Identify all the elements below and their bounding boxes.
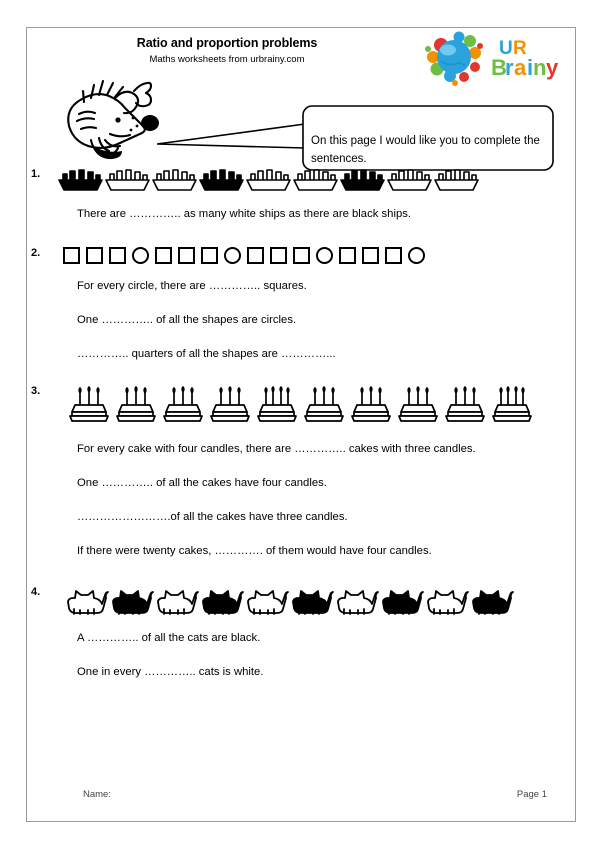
- sentence: For every circle, there are ………….. squares.: [77, 280, 307, 292]
- cake-three-candles: [116, 385, 156, 427]
- svg-text:y: y: [546, 55, 559, 80]
- sentence: If there were twenty cakes, …………. of them would have four candles.: [77, 545, 432, 557]
- svg-text:B: B: [491, 55, 507, 80]
- speech-bubble-text: On this page I would like you to complete the sentences.: [311, 135, 540, 165]
- svg-text:n: n: [533, 55, 547, 80]
- cakes-row: [69, 385, 575, 427]
- square-shape: [201, 247, 218, 264]
- square-shape: [247, 247, 264, 264]
- cats-row: [67, 586, 575, 616]
- ship-white: [292, 168, 339, 192]
- svg-text:R: R: [513, 38, 527, 59]
- question-4-sentences: [55, 630, 575, 681]
- square-shape: [86, 247, 103, 264]
- speech-bubble: [157, 102, 557, 174]
- page-footer: [27, 789, 575, 805]
- square-shape: [155, 247, 172, 264]
- cake-four-candles: [492, 385, 532, 427]
- square-shape: [178, 247, 195, 264]
- ship-white: [245, 168, 292, 192]
- sentence: One ………….. of all the shapes are circles.: [77, 314, 297, 326]
- cat-white: [157, 586, 199, 616]
- cat-white: [67, 586, 109, 616]
- cat-black: [202, 586, 244, 616]
- question-1: [27, 168, 575, 223]
- cat-white: [247, 586, 289, 616]
- sentence: …………………….of all the cakes have three candles.: [77, 511, 348, 523]
- question-2-sentences: [55, 278, 575, 363]
- square-shape: [362, 247, 379, 264]
- sentence: There are ………….. as many white ships as there are black ships.: [77, 208, 412, 220]
- square-shape: [293, 247, 310, 264]
- circle-shape: [408, 247, 425, 264]
- cake-three-candles: [210, 385, 250, 427]
- ship-white: [151, 168, 198, 192]
- cat-black: [472, 586, 514, 616]
- cake-three-candles: [163, 385, 203, 427]
- square-shape: [109, 247, 126, 264]
- sentence: A ………….. of all the cats are black.: [77, 632, 261, 644]
- cake-three-candles: [445, 385, 485, 427]
- page-number: Page 1: [516, 789, 547, 800]
- question-2: [27, 247, 575, 363]
- sentence: One in every ………….. cats is white.: [77, 666, 264, 678]
- circle-shape: [224, 247, 241, 264]
- name-label: Name:: [83, 789, 111, 800]
- ship-white: [433, 168, 480, 192]
- cat-black: [112, 586, 154, 616]
- page-subtitle: Maths worksheets from urbrainy.com: [149, 54, 305, 65]
- question-4-number: 4.: [31, 586, 41, 598]
- ship-black: [57, 168, 104, 192]
- question-3-number: 3.: [31, 385, 41, 397]
- question-4: [27, 586, 575, 681]
- page-title: Ratio and proportion problems: [136, 36, 318, 50]
- ships-row: [57, 168, 575, 192]
- question-3-sentences: [55, 441, 575, 560]
- ship-black: [339, 168, 386, 192]
- svg-text:a: a: [514, 55, 527, 80]
- urbrainy-logo: [423, 31, 573, 86]
- cake-three-candles: [398, 385, 438, 427]
- question-1-sentences: [55, 206, 575, 223]
- cake-three-candles: [351, 385, 391, 427]
- sentence: ………….. quarters of all the shapes are …………...: [77, 348, 336, 360]
- circle-shape: [316, 247, 333, 264]
- questions-area: [27, 168, 575, 681]
- ship-black: [198, 168, 245, 192]
- cat-white: [427, 586, 469, 616]
- shapes-row: [63, 247, 575, 264]
- svg-text:r: r: [505, 55, 514, 80]
- ship-white: [386, 168, 433, 192]
- intro-section: [27, 86, 575, 168]
- sentence: For every cake with four candles, there are ………….. cakes with three candles.: [77, 443, 476, 455]
- cake-four-candles: [257, 385, 297, 427]
- question-2-number: 2.: [31, 247, 41, 259]
- square-shape: [270, 247, 287, 264]
- worksheet-page: [26, 27, 576, 822]
- svg-text:i: i: [527, 55, 534, 80]
- question-1-number: 1.: [31, 168, 41, 180]
- svg-text:U: U: [499, 38, 513, 59]
- square-shape: [63, 247, 80, 264]
- title-block: [27, 36, 427, 67]
- square-shape: [339, 247, 356, 264]
- circle-shape: [132, 247, 149, 264]
- cat-black: [382, 586, 424, 616]
- cake-three-candles: [304, 385, 344, 427]
- question-3: [27, 385, 575, 560]
- sentence: One ………….. of all the cakes have four candles.: [77, 477, 327, 489]
- cat-black: [292, 586, 334, 616]
- cat-white: [337, 586, 379, 616]
- square-shape: [385, 247, 402, 264]
- cake-three-candles: [69, 385, 109, 427]
- ship-white: [104, 168, 151, 192]
